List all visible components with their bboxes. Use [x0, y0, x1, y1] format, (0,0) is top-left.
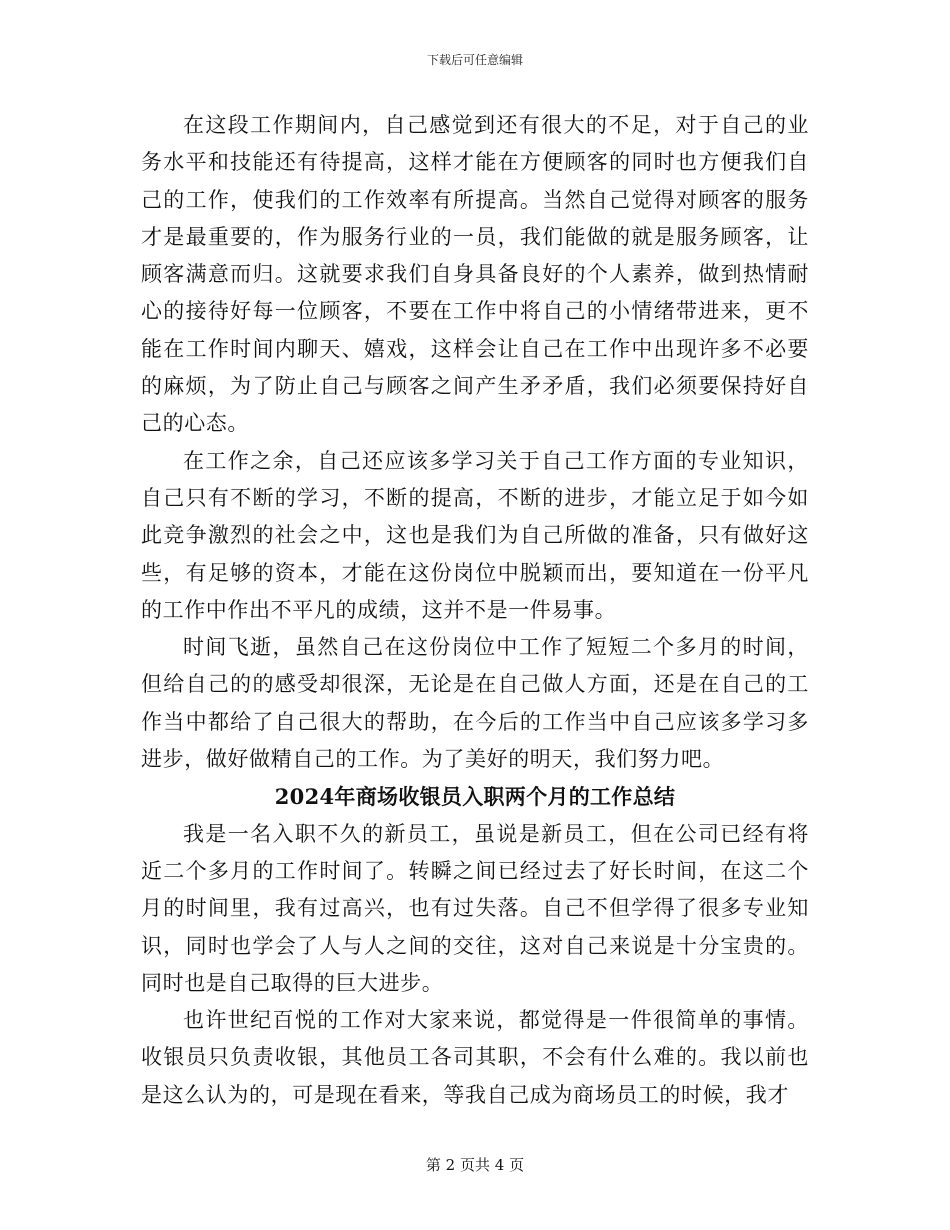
paragraph: 也许世纪百悦的工作对大家来说，都觉得是一件很简单的事情。收银员只负责收银，其他员工各司其职，不会有什么难的。我以前也是这么认为的，可是现在看来，等我自己成为商场员工的时候，我才 [141, 1008, 809, 1107]
paragraph: 在工作之余，自己还应该多学习关于自己工作方面的专业知识，自己只有不断的学习，不断的提高，不断的进步，才能立足于如今如此竞争激烈的社会之中，这也是我们为自己所做的准备，只有做好这些，有足够的资本，才能在这份岗位中脱颖而出，要知道在一份平凡的工作中作出不平凡的成绩，这并不是一件易事。 [141, 448, 809, 622]
page-number: 第 2 页共 4 页 [425, 1156, 525, 1174]
page-header: 下载后可任意编辑 [426, 53, 523, 67]
paragraph: 时间飞逝，虽然自己在这份岗位中工作了短短二个多月的时间，但给自己的的感受却很深，无论是在自己做人方面，还是在自己的工作当中都给了自己很大的帮助，在今后的工作当中自己应该多学习多进步，做好做精自己的工作。为了美好的明天，我们努力吧。 [141, 635, 809, 772]
paragraph: 我是一名入职不久的新员工，虽说是新员工，但在公司已经有将近二个多月的工作时间了。转瞬之间已经过去了好长时间，在这二个月的时间里，我有过高兴，也有过失落。自己不但学得了很多专业知识，同时也学会了人与人之间的交往，这对自己来说是十分宝贵的。同时也是自己取得的巨大进步。 [141, 821, 809, 995]
section-title: 2024年商场收银员入职两个月的工作总结 [274, 784, 676, 810]
document-body [141, 107, 809, 1114]
paragraph: 在这段工作期间内，自己感觉到还有很大的不足，对于自己的业务水平和技能还有待提高，这样才能在方便顾客的同时也方便我们自己的工作，使我们的工作效率有所提高。当然自己觉得对顾客的服务才是最重要的，作为服务行业的一员，我们能做的就是服务顾客，让顾客满意而归。这就要求我们自身具备良好的个人素养，做到热情耐心的接待好每一位顾客，不要在工作中将自己的小情绪带进来，更不能在工作时间内聊天、嬉戏，这样会让自己在工作中出现许多不必要的麻烦，为了防止自己与顾客之间产生矛矛盾，我们必须要保持好自己的心态。 [141, 113, 809, 436]
